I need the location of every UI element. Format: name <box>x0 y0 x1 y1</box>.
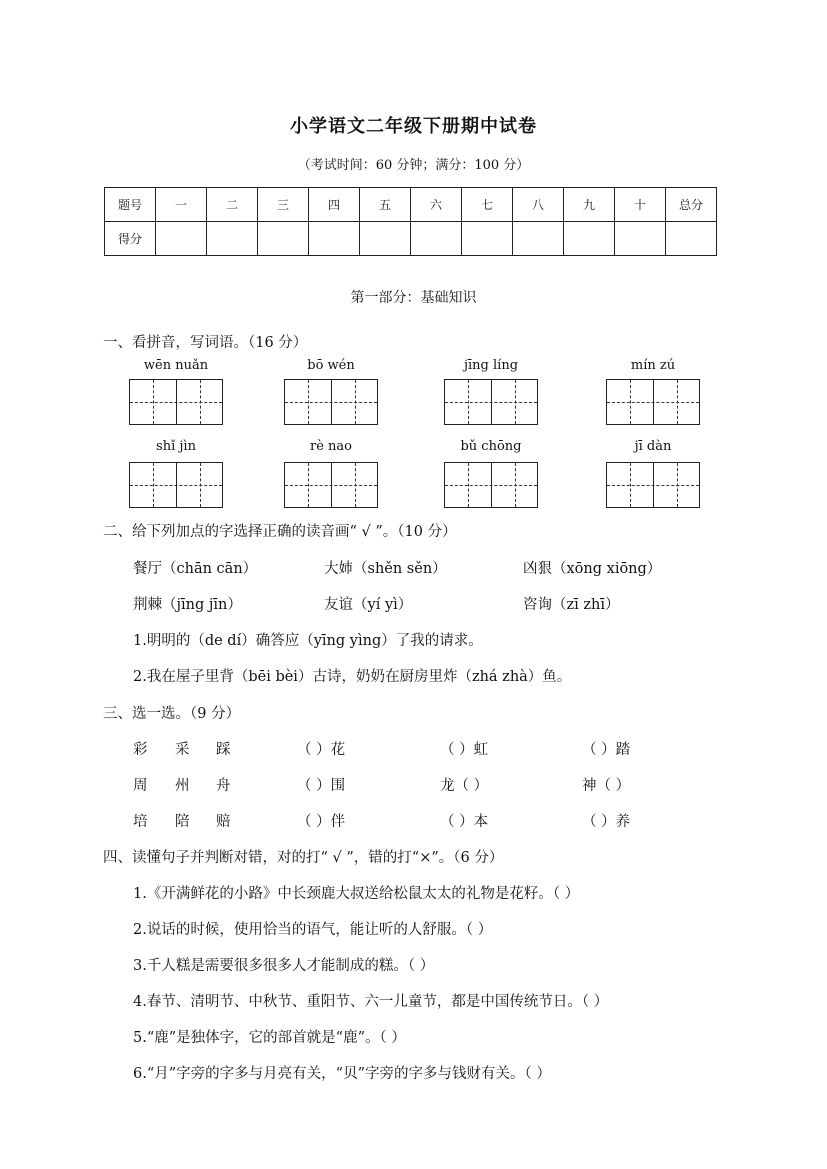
char-option: 培 <box>133 814 148 830</box>
score-header-cell: 五 <box>360 188 411 222</box>
true-false-item[interactable]: 3.千人糕是需要很多很多人才能制成的糕。（ ） <box>133 958 435 974</box>
score-cell[interactable] <box>666 222 717 256</box>
fill-blank[interactable]: （ ）伴 <box>297 814 346 830</box>
fill-blank[interactable]: （ ）踏 <box>582 742 631 758</box>
score-cell[interactable] <box>411 222 462 256</box>
reading-choice[interactable]: 咨询（zī zhī） <box>523 597 620 613</box>
fill-blank[interactable]: （ ）本 <box>440 814 489 830</box>
char-option: 舟 <box>216 778 231 794</box>
reading-choice[interactable]: 荆棘（jīng jīn） <box>133 597 242 613</box>
score-header-cell: 九 <box>564 188 615 222</box>
score-header-cell: 二 <box>207 188 258 222</box>
pinyin-label: shǐ jìn <box>156 439 196 454</box>
pinyin-label: mín zú <box>630 358 676 373</box>
score-header-cell: 八 <box>513 188 564 222</box>
score-cell[interactable] <box>309 222 360 256</box>
pinyin-label: bǔ chōng <box>460 439 522 454</box>
score-table-header-row <box>105 188 717 222</box>
pinyin-label: bō wén <box>307 358 355 373</box>
fill-blank[interactable]: （ ）花 <box>297 742 346 758</box>
page-title: 小学语文二年级下册期中试卷 <box>290 116 537 137</box>
char-option: 采 <box>175 742 190 758</box>
score-header-cell: 总分 <box>666 188 717 222</box>
char-option: 周 <box>133 778 148 794</box>
true-false-item[interactable]: 1.《开满鲜花的小路》中长颈鹿大叔送给松鼠太太的礼物是花籽。（ ） <box>133 886 580 902</box>
exam-info: （考试时间：60 分钟；满分：100 分） <box>297 158 530 173</box>
writing-grid[interactable] <box>284 379 378 425</box>
char-option: 陪 <box>175 814 190 830</box>
pinyin-label: wēn nuǎn <box>143 358 209 373</box>
reading-sentence[interactable]: 1.明明的（de dí）确答应（yīng yìng）了我的请求。 <box>133 633 483 649</box>
score-cell[interactable] <box>564 222 615 256</box>
score-table <box>104 187 717 256</box>
score-table-score-row <box>105 222 717 256</box>
writing-grid[interactable] <box>606 379 700 425</box>
true-false-item[interactable]: 5.“鹿”是独体字，它的部首就是“鹿”。（ ） <box>133 1030 406 1046</box>
score-header-cell: 十 <box>615 188 666 222</box>
question-3-title: 三、选一选。（9 分） <box>103 706 241 722</box>
score-header-cell: 六 <box>411 188 462 222</box>
true-false-item[interactable]: 2.说话的时候，使用恰当的语气，能让听的人舒服。（ ） <box>133 922 493 938</box>
score-cell[interactable] <box>207 222 258 256</box>
writing-grid[interactable] <box>284 462 378 508</box>
writing-grid[interactable] <box>129 462 223 508</box>
score-header-cell: 七 <box>462 188 513 222</box>
section-heading: 第一部分：基础知识 <box>350 290 477 306</box>
reading-choice[interactable]: 友谊（yí yì） <box>324 597 413 613</box>
writing-grid[interactable] <box>129 379 223 425</box>
question-2-title: 二、给下列加点的字选择正确的读音画“ √ ”。（10 分） <box>103 524 457 540</box>
reading-choice[interactable]: 凶狠（xōng xiōng） <box>523 561 662 577</box>
writing-grid[interactable] <box>606 462 700 508</box>
pinyin-label: jīng líng <box>463 358 519 373</box>
score-cell[interactable] <box>513 222 564 256</box>
fill-blank[interactable]: 龙（ ） <box>440 778 489 794</box>
score-header-cell: 题号 <box>105 188 156 222</box>
char-option: 踩 <box>216 742 231 758</box>
score-cell[interactable] <box>360 222 411 256</box>
reading-sentence[interactable]: 2.我在屋子里背（bēi bèi）古诗，奶奶在厨房里炸（zhá zhà）鱼。 <box>133 669 572 685</box>
fill-blank[interactable]: （ ）围 <box>297 778 346 794</box>
reading-choice[interactable]: 餐厅（chān cān） <box>133 561 258 577</box>
fill-blank[interactable]: （ ）养 <box>582 814 631 830</box>
char-option: 州 <box>175 778 190 794</box>
writing-grid[interactable] <box>444 379 538 425</box>
score-row-label: 得分 <box>105 222 156 256</box>
true-false-item[interactable]: 6.“月”字旁的字多与月亮有关，“贝”字旁的字多与钱财有关。（ ） <box>133 1066 551 1082</box>
score-cell[interactable] <box>462 222 513 256</box>
question-4-title: 四、读懂句子并判断对错，对的打“ √ ”，错的打“×”。（6 分） <box>103 850 504 866</box>
question-1-title: 一、看拼音，写词语。（16 分） <box>103 335 308 351</box>
char-option: 赔 <box>216 814 231 830</box>
score-header-cell: 一 <box>156 188 207 222</box>
score-header-cell: 三 <box>258 188 309 222</box>
score-cell[interactable] <box>615 222 666 256</box>
true-false-item[interactable]: 4.春节、清明节、中秋节、重阳节、六一儿童节，都是中国传统节日。（ ） <box>133 994 609 1010</box>
score-cell[interactable] <box>156 222 207 256</box>
char-option: 彩 <box>133 742 148 758</box>
score-header-cell: 四 <box>309 188 360 222</box>
fill-blank[interactable]: 神（ ） <box>582 778 631 794</box>
pinyin-label: jī dàn <box>634 439 672 454</box>
pinyin-label: rè nao <box>310 439 352 454</box>
score-cell[interactable] <box>258 222 309 256</box>
writing-grid[interactable] <box>444 462 538 508</box>
fill-blank[interactable]: （ ）虹 <box>440 742 489 758</box>
reading-choice[interactable]: 大姉（shěn sěn） <box>324 561 447 577</box>
